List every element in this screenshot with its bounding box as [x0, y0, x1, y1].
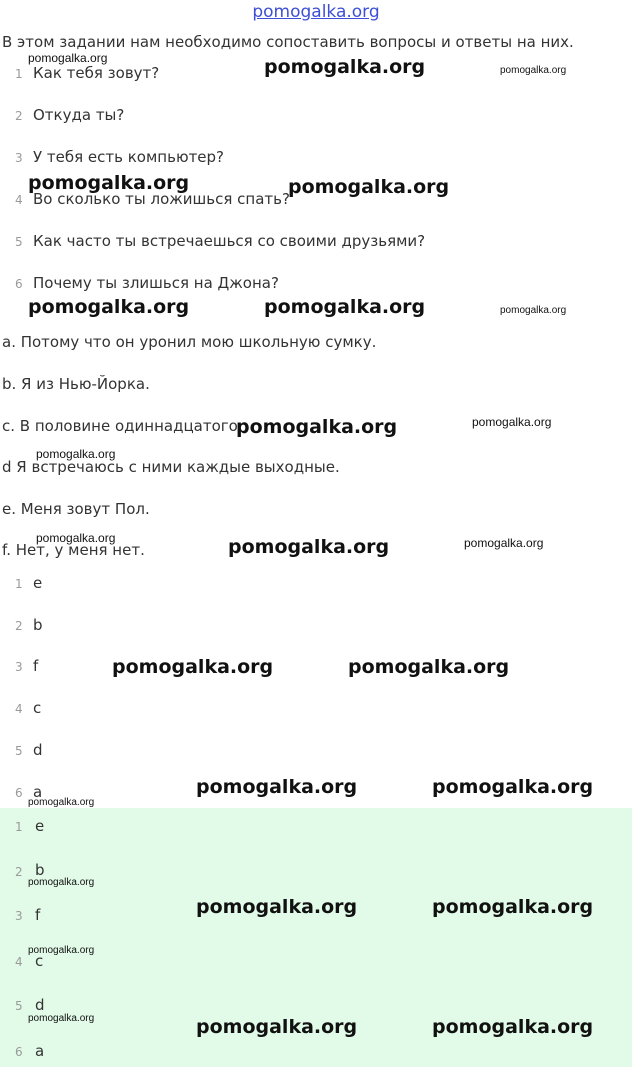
- watermark: pomogalka.org: [500, 65, 567, 76]
- question-number: 5: [15, 235, 23, 249]
- watermark: pomogalka.org: [500, 305, 567, 316]
- site-link[interactable]: pomogalka.org: [252, 2, 380, 22]
- watermark: pomogalka.org: [432, 776, 594, 798]
- question-number: 2: [15, 109, 23, 123]
- match-number: 4: [15, 702, 23, 716]
- result-letter: a: [35, 1042, 45, 1060]
- watermark: pomogalka.org: [236, 416, 398, 438]
- watermark: pomogalka.org: [28, 797, 95, 808]
- match-letter: f: [33, 657, 39, 675]
- answer-item: d Я встречаюсь с ними каждые выходные.: [2, 458, 340, 476]
- question-text: Как часто ты встречаешься со своими друзьями?: [33, 232, 426, 250]
- watermark: pomogalka.org: [28, 296, 190, 318]
- answer-item: b. Я из Нью-Йорка.: [2, 375, 150, 393]
- result-number: 5: [15, 999, 23, 1013]
- match-number: 1: [15, 577, 23, 591]
- question-number: 6: [15, 277, 23, 291]
- watermark: pomogalka.org: [464, 536, 544, 550]
- match-letter: a: [33, 783, 43, 801]
- watermark: pomogalka.org: [432, 1016, 594, 1038]
- question-number: 3: [15, 151, 23, 165]
- watermark: pomogalka.org: [28, 877, 95, 888]
- watermark: pomogalka.org: [28, 172, 190, 194]
- watermark: pomogalka.org: [28, 945, 95, 956]
- watermark: pomogalka.org: [228, 536, 390, 558]
- answer-item: e. Меня зовут Пол.: [2, 500, 150, 518]
- watermark: pomogalka.org: [112, 656, 274, 678]
- watermark: pomogalka.org: [432, 896, 594, 918]
- match-letter: d: [33, 741, 43, 759]
- watermark: pomogalka.org: [472, 415, 552, 429]
- match-letter: c: [33, 699, 42, 717]
- result-number: 3: [15, 909, 23, 923]
- result-number: 6: [15, 1045, 23, 1059]
- result-number: 1: [15, 820, 23, 834]
- task-intro: В этом задании нам необходимо сопоставить вопросы и ответы на них.: [2, 33, 574, 51]
- watermark: pomogalka.org: [36, 447, 116, 461]
- question-text: Во сколько ты ложишься спать?: [33, 190, 290, 208]
- result-number: 2: [15, 865, 23, 879]
- result-number: 4: [15, 955, 23, 969]
- watermark: pomogalka.org: [28, 51, 108, 65]
- question-text: Как тебя зовут?: [33, 64, 160, 82]
- result-letter: c: [35, 952, 44, 970]
- question-number: 4: [15, 193, 23, 207]
- watermark: pomogalka.org: [264, 296, 426, 318]
- watermark: pomogalka.org: [28, 1013, 95, 1024]
- watermark: pomogalka.org: [264, 56, 426, 78]
- answer-item: f. Нет, у меня нет.: [2, 541, 145, 559]
- watermark: pomogalka.org: [288, 176, 450, 198]
- watermark: pomogalka.org: [36, 531, 116, 545]
- match-number: 2: [15, 619, 23, 633]
- match-number: 5: [15, 744, 23, 758]
- watermark: pomogalka.org: [348, 656, 510, 678]
- result-letter: d: [35, 996, 45, 1014]
- watermark: pomogalka.org: [196, 896, 358, 918]
- answer-item: a. Потому что он уронил мою школьную сумку.: [2, 333, 377, 351]
- question-text: Откуда ты?: [33, 106, 125, 124]
- match-number: 6: [15, 786, 23, 800]
- result-letter: f: [35, 906, 41, 924]
- match-number: 3: [15, 660, 23, 674]
- answer-item: c. В половине одиннадцатого.: [2, 417, 243, 435]
- question-number: 1: [15, 67, 23, 81]
- watermark: pomogalka.org: [196, 1016, 358, 1038]
- match-letter: b: [33, 616, 43, 634]
- result-letter: e: [35, 817, 45, 835]
- watermark: pomogalka.org: [196, 776, 358, 798]
- match-letter: e: [33, 574, 43, 592]
- question-text: Почему ты злишься на Джона?: [33, 274, 279, 292]
- result-letter: b: [35, 861, 45, 879]
- question-text: У тебя есть компьютер?: [33, 148, 225, 166]
